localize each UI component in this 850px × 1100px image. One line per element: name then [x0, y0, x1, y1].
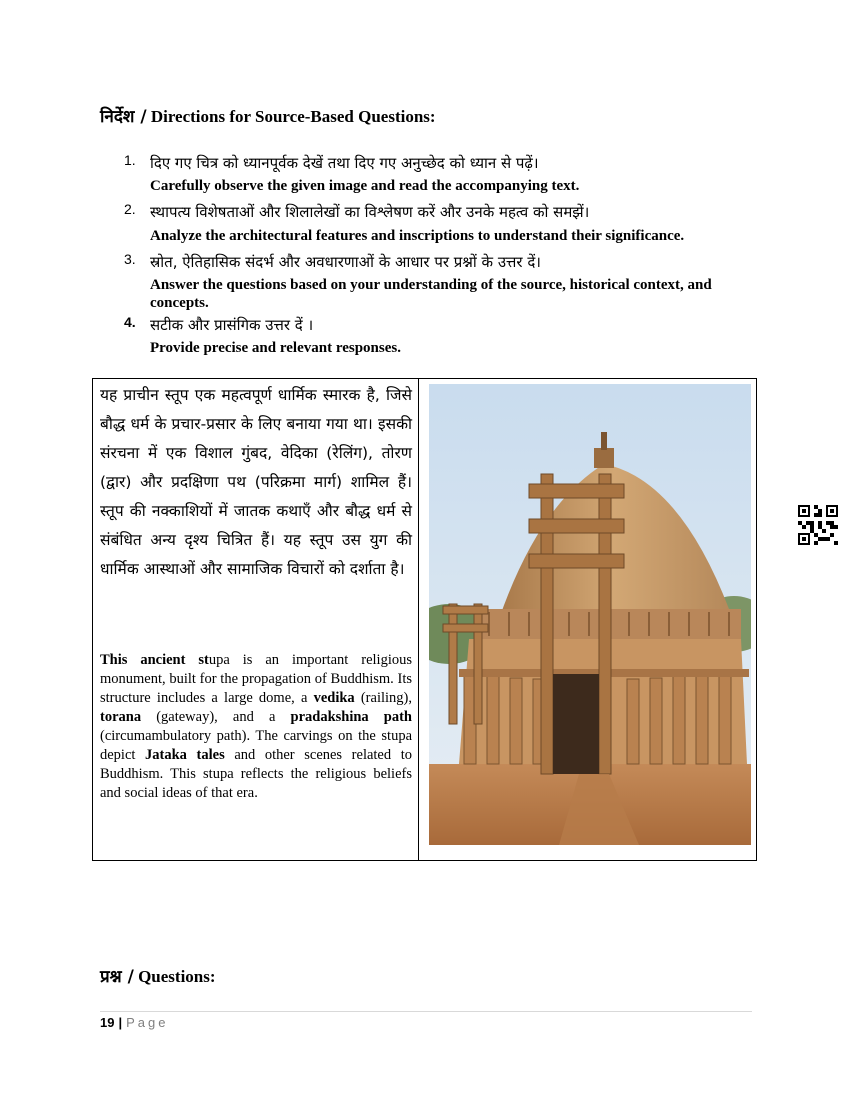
- direction-english: Analyze the architectural features and inscriptions to understand their significance.: [150, 228, 685, 244]
- page-footer: [100, 1015, 168, 1030]
- source-english-bold: Jataka tales: [145, 747, 225, 763]
- direction-hindi: सटीक और प्रासंगिक उत्तर दें ।: [150, 316, 314, 334]
- footer-separator: |: [118, 1015, 123, 1030]
- direction-hindi: स्थापत्य विशेषताओं और शिलालेखों का विश्लेषण करें और उनके महत्व को समझें।: [150, 203, 590, 221]
- direction-number: 3.: [124, 251, 136, 267]
- source-english-span: (gateway), and a: [141, 709, 291, 725]
- direction-english: Answer the questions based on your understanding of the source, historical context, and concepts.: [150, 277, 712, 311]
- source-english-span: (railing),: [354, 690, 412, 706]
- source-english-bold: This ancient st: [100, 652, 209, 668]
- directions-heading-hindi: निर्देश /: [100, 107, 147, 127]
- source-box: [92, 378, 757, 861]
- source-english-span: and other scenes related to Buddhism. This stupa reflects the religious beliefs and social ideas of that era.: [100, 747, 412, 801]
- source-english-bold: pradakshina path: [290, 709, 412, 725]
- questions-heading-hindi: प्रश्न /: [100, 967, 134, 987]
- page-number: 19: [100, 1015, 115, 1030]
- directions-heading-english: Directions for Source-Based Questions:: [150, 107, 436, 126]
- direction-number: 2.: [124, 201, 136, 217]
- column-divider: [418, 379, 419, 860]
- source-english-span: (circumambulatory path). The carvings on the stupa depict: [100, 728, 412, 763]
- directions-heading: [100, 104, 436, 127]
- direction-item-2: [124, 201, 764, 245]
- questions-heading: [100, 964, 216, 987]
- direction-number: 1.: [124, 152, 136, 168]
- qr-code-graphic: [798, 505, 838, 545]
- source-english-span: upa is an important religious monument, built for the propagation of Buddhism. Its structure includes a large dome, a: [100, 652, 412, 706]
- qr-code-icon: [798, 505, 838, 545]
- direction-item-4: [124, 314, 764, 357]
- stupa-illustration: [429, 384, 751, 845]
- footer-divider: [100, 1011, 752, 1012]
- direction-hindi: स्रोत, ऐतिहासिक संदर्भ और अवधारणाओं के आधार पर प्रश्नों के उत्तर दें।: [150, 253, 541, 271]
- direction-item-1: [124, 152, 764, 195]
- direction-english: Provide precise and relevant responses.: [150, 340, 401, 356]
- directions-list: [124, 152, 764, 357]
- direction-number: 4.: [124, 314, 136, 330]
- source-hindi-text: यह प्राचीन स्तूप एक महत्वपूर्ण धार्मिक स्मारक है, जिसे बौद्ध धर्म के प्रचार-प्रसार के लिए बनाया गया था। इसकी संरचना में एक विशाल गुंबद, वेदिका (रेलिंग), तोरण (द्वार) और प्रदक्षिणा पथ (परिक्रमा मार्ग) शामिल हैं। स्तूप की नक्काशियों में जातक कथाएँ और बौद्ध धर्म से संबंधित अन्य दृश्य चित्रित हैं। यह स्तूप उस युग की धार्मिक आस्थाओं और सामाजिक विचारों को दर्शाता है।: [100, 386, 412, 578]
- source-english-text: [100, 651, 412, 803]
- source-english-bold: torana: [100, 709, 142, 725]
- source-english-bold: vedika: [313, 690, 355, 706]
- page-word: Page: [126, 1015, 169, 1030]
- stupa-photo: [429, 384, 751, 845]
- direction-hindi: दिए गए चित्र को ध्यानपूर्वक देखें तथा दिए गए अनुच्छेद को ध्यान से पढ़ें।: [150, 154, 539, 172]
- direction-item-3: [124, 251, 764, 312]
- questions-heading-english: Questions:: [138, 967, 216, 986]
- direction-english: Carefully observe the given image and read the accompanying text.: [150, 178, 580, 194]
